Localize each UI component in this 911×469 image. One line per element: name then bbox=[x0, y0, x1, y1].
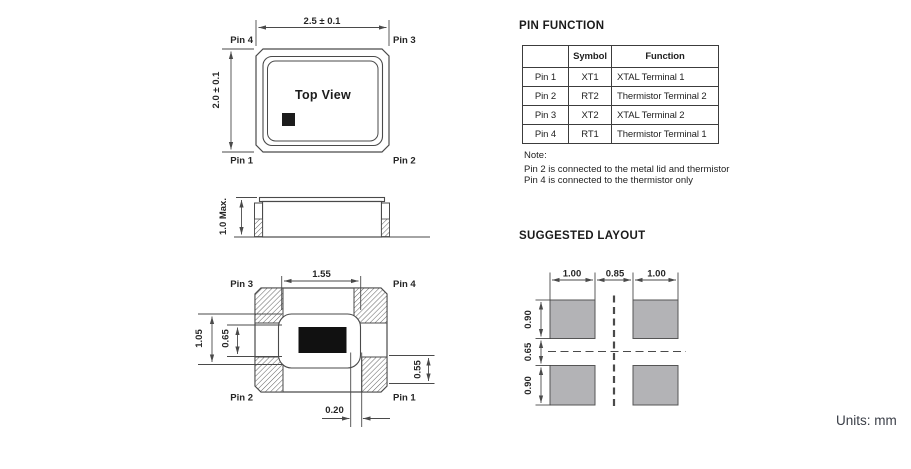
units-label: Units: mm bbox=[836, 413, 897, 428]
pin-cell: Pin 2 bbox=[523, 87, 569, 106]
bottom-view-drawing bbox=[194, 269, 435, 427]
pin1-index-marker bbox=[282, 113, 295, 126]
top-view-pin4-label: Pin 4 bbox=[230, 35, 253, 46]
top-view-pin3-label: Pin 3 bbox=[393, 35, 416, 46]
pin-table-header-symbol: Symbol bbox=[569, 46, 612, 68]
symbol-cell: XT2 bbox=[569, 106, 612, 125]
top-view-pin2-label: Pin 2 bbox=[393, 155, 416, 167]
layout-pad-top-left bbox=[550, 300, 595, 339]
side-view-right-terminal-hatch bbox=[382, 219, 390, 237]
side-view-lid bbox=[260, 198, 385, 202]
pin-table-row-pin2 bbox=[523, 87, 719, 106]
function-cell: XTAL Terminal 1 bbox=[612, 68, 719, 87]
pin-table-row-pin1 bbox=[523, 68, 719, 87]
bottom-view-dim-020: 0.20 bbox=[325, 405, 344, 416]
pin-cell: Pin 3 bbox=[523, 106, 569, 125]
layout-pad-top-right bbox=[633, 300, 678, 339]
side-view-drawing bbox=[218, 198, 430, 238]
side-view-height-dim: 1.0 Max. bbox=[218, 198, 229, 235]
thermistor-chip bbox=[299, 327, 347, 353]
function-cell: XTAL Terminal 2 bbox=[612, 106, 719, 125]
pin-function-title: PIN FUNCTION bbox=[519, 20, 605, 32]
pin-table-row-pin4 bbox=[523, 125, 719, 144]
pin-cell: Pin 1 bbox=[523, 68, 569, 87]
symbol-cell: XT1 bbox=[569, 68, 612, 87]
layout-dim-pad-width-left: 1.00 bbox=[562, 268, 582, 280]
suggested-layout-title: SUGGESTED LAYOUT bbox=[519, 230, 646, 242]
note-line-2: Pin 4 is connected to the thermistor only bbox=[524, 175, 693, 187]
symbol-cell: RT2 bbox=[569, 87, 612, 106]
note-block bbox=[524, 150, 729, 187]
top-view-width-dim: 2.5 ± 0.1 bbox=[303, 16, 341, 27]
bottom-view-pad-pin1 bbox=[362, 357, 387, 392]
layout-dim-pad-height-top: 0.90 bbox=[523, 310, 534, 329]
pin-function-table bbox=[522, 45, 719, 144]
top-view-height-dim: 2.0 ± 0.1 bbox=[211, 71, 222, 109]
layout-dim-gap-vertical: 0.65 bbox=[523, 342, 534, 362]
pin-table-header-function: Function bbox=[612, 46, 719, 68]
layout-pad-bottom-right bbox=[633, 366, 678, 406]
layout-pad-bottom-left bbox=[550, 366, 595, 406]
function-cell: Thermistor Terminal 2 bbox=[612, 87, 719, 106]
top-view-drawing bbox=[211, 16, 416, 167]
top-view-label: Top View bbox=[294, 88, 352, 102]
side-view-body bbox=[263, 202, 382, 238]
note-label: Note: bbox=[524, 150, 547, 161]
pin-table-row-pin3 bbox=[523, 106, 719, 125]
pin-table-header-row bbox=[523, 46, 719, 68]
symbol-cell: RT1 bbox=[569, 125, 612, 144]
bottom-view-pin3-label: Pin 3 bbox=[230, 279, 253, 290]
pin-table-header-blank bbox=[523, 46, 569, 68]
bottom-view-dim-155: 1.55 bbox=[312, 269, 331, 280]
bottom-view-dim-105: 1.05 bbox=[194, 329, 205, 348]
bottom-view-dim-055: 0.55 bbox=[412, 360, 424, 379]
bottom-view-pad-pin2 bbox=[255, 357, 283, 392]
layout-dim-gap-horizontal: 0.85 bbox=[605, 268, 625, 280]
layout-dim-pad-width-right: 1.00 bbox=[647, 268, 666, 280]
top-view-pin1-label: Pin 1 bbox=[230, 155, 253, 167]
bottom-view-pin2-label: Pin 2 bbox=[230, 392, 253, 404]
suggested-layout-drawing bbox=[523, 269, 686, 411]
bottom-view-pad-pin3 bbox=[255, 288, 283, 323]
pin-cell: Pin 4 bbox=[523, 125, 569, 144]
note-line-1: Pin 2 is connected to the metal lid and thermistor bbox=[524, 163, 730, 175]
bottom-view-pad-pin4 bbox=[354, 288, 387, 323]
bottom-view-dim-065: 0.65 bbox=[220, 329, 232, 348]
side-view-left-terminal-hatch bbox=[255, 219, 263, 237]
bottom-view-pin4-label: Pin 4 bbox=[393, 279, 416, 290]
bottom-view-pin1-label: Pin 1 bbox=[393, 392, 416, 404]
layout-dim-pad-height-bottom: 0.90 bbox=[523, 376, 534, 395]
function-cell: Thermistor Terminal 1 bbox=[612, 125, 719, 144]
